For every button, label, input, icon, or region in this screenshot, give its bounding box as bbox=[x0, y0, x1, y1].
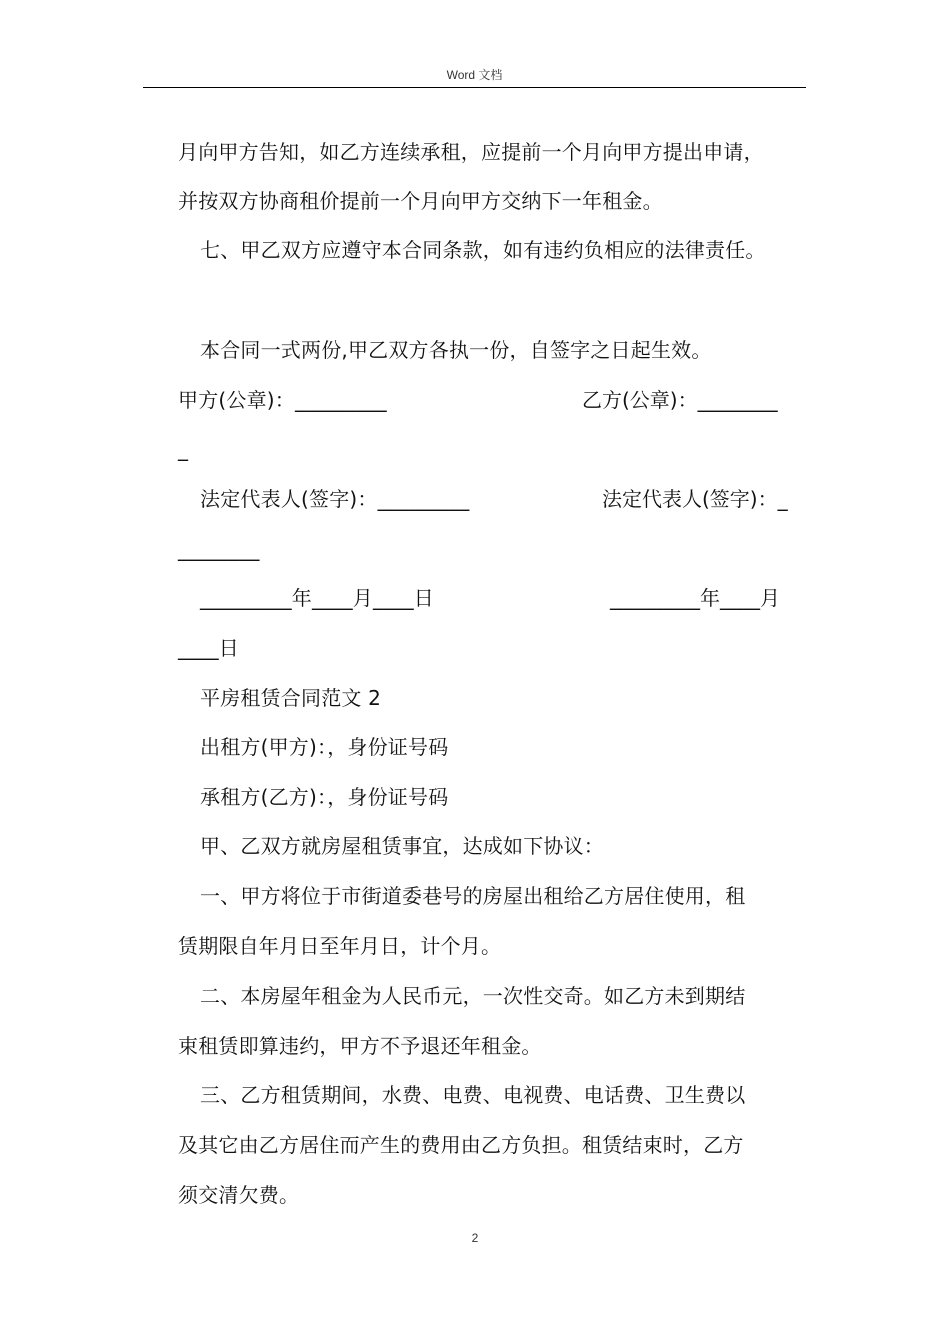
clause-line: 及其它由乙方居住而产生的费用由乙方负担。租赁结束时，乙方 bbox=[178, 1133, 744, 1157]
clause-line: 须交清欠费。 bbox=[178, 1183, 300, 1207]
clause-line: 赁期限自年月日至年月日，计个月。 bbox=[178, 934, 502, 958]
page-number: 2 bbox=[471, 1231, 479, 1245]
party-a-seal: 甲方(公章)：_________ bbox=[178, 388, 387, 412]
date-b: _________年____月 bbox=[610, 586, 780, 610]
paragraph-line: 本合同一式两份,甲乙双方各执一份，自签字之日起生效。 bbox=[200, 338, 712, 362]
rep-a-signature: 法定代表人(签字)：_________ bbox=[200, 487, 470, 511]
paragraph-line: 七、甲乙双方应遵守本合同条款，如有违约负相应的法律责任。 bbox=[200, 238, 766, 262]
paragraph-line: 月向甲方告知，如乙方连续承租，应提前一个月向甲方提出申请， bbox=[178, 140, 764, 164]
clause-line: 二、本房屋年租金为人民币元，一次性交奇。如乙方未到期结 bbox=[200, 984, 746, 1008]
clause-line: 束租赁即算违约，甲方不予退还年租金。 bbox=[178, 1034, 542, 1058]
clause-line: 一、甲方将位于市街道委巷号的房屋出租给乙方居住使用，租 bbox=[200, 884, 746, 908]
header-title: Word 文档 bbox=[446, 68, 503, 82]
lessee-line: 承租方(乙方)：，身份证号码 bbox=[200, 785, 449, 809]
party-b-seal-cont: _ bbox=[178, 437, 189, 461]
date-b-cont: ____日 bbox=[178, 636, 239, 660]
header-rule bbox=[143, 87, 806, 88]
clause-line: 三、乙方租赁期间，水费、电费、电视费、电话费、卫生费以 bbox=[200, 1083, 746, 1107]
rep-b-signature: 法定代表人(签字)：_ bbox=[602, 487, 788, 511]
agreement-intro: 甲、乙双方就房屋租赁事宜，达成如下协议： bbox=[200, 834, 604, 858]
rep-b-signature-cont: ________ bbox=[178, 537, 260, 561]
paragraph-line: 并按双方协商租价提前一个月向甲方交纳下一年租金。 bbox=[178, 189, 663, 213]
date-a: _________年____月____日 bbox=[200, 586, 434, 610]
party-b-seal: 乙方(公章)：________ bbox=[582, 388, 778, 412]
section-title: 平房租赁合同范文 2 bbox=[200, 686, 382, 710]
lessor-line: 出租方(甲方)：，身份证号码 bbox=[200, 735, 449, 759]
